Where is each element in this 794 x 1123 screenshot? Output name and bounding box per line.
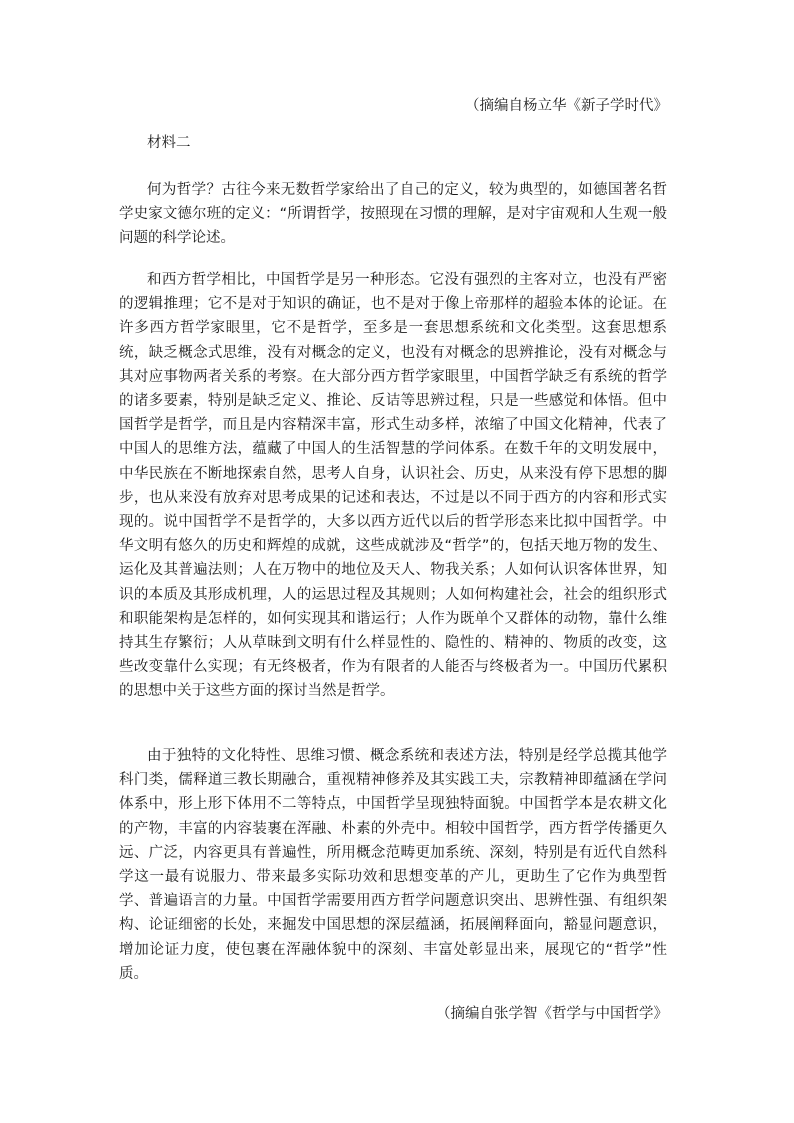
source-citation-bottom: （摘编自张学智《哲学与中国哲学》 (436, 1006, 668, 1022)
source-citation-top: （摘编自杨立华《新子学时代》 (465, 98, 668, 114)
paragraph-2: 和西方哲学相比，中国哲学是另一种形态。它没有强烈的主客对立，也没有严密的逻辑推理；它不是对于知识的确证，也不是对于像上帝那样的超验本体的论证。在许多西方哲学家眼里，它不是哲学，至多是一套思想系统和文化类型。这套思想系统，缺乏概念式思维，没有对概念的定义，也没有对概念的思辨推论，没有对概念与其对应事物两者关系的考察。在大部分西方哲学家眼里，中国哲学缺乏有系统的哲学的诸多要素，特别是缺乏定义、推论、反诘等思辨过程，只是一些感觉和体悟。但中国哲学是哲学，而且是内容精深丰富，形式生动多样，浓缩了中国文化精神，代表了中国人的思维方法，蕴藏了中国人的生活智慧的学问体系。在数千年的文明发展中，中华民族在不断地探索自然，思考人自身，认识社会、历史，从来没有停下思想的脚步，也从来没有放弃对思考成果的记述和表达，不过是以不同于西方的内容和形式实现的。说中国哲学不是哲学的，大多以西方近代以后的哲学形态来比拟中国哲学。中华文明有悠久的历史和辉煌的成就，这些成就涉及“哲学”的，包括天地万物的发生、运化及其普遍法则；人在万物中的地位及天人、物我关系；人如何认识客体世界，知识的本质及其形成机理，人的运思过程及其规则；人如何构建社会，社会的组织形式和职能架构是怎样的，如何实现其和谐运行；人作为既单个又群体的动物，靠什么维持其生存繁衍；人从草昧到文明有什么样显性的、隐性的、精神的、物质的改变，这些改变靠什么实现；有无终极者，作为有限者的人能否与终极者为一。中国历代累积的思想中关于这些方面的探讨当然是哲学。 (119, 272, 667, 700)
paragraph-1: 何为哲学？古往今来无数哲学家给出了自己的定义，较为典型的，如德国著名哲学史家文德尔班的定义：“所谓哲学，按照现在习惯的理解，是对宇宙观和人生观一般问题的科学论述。 (119, 182, 667, 247)
paragraph-3: 由于独特的文化特性、思维习惯、概念系统和表述方法，特别是经学总揽其他学科门类，儒释道三教长期融合，重视精神修养及其实践工夫，宗教精神即蕴涵在学问体系中，形上形下体用不二等特点，中国哲学呈现独特面貌。中国哲学本是农耕文化的产物，丰富的内容装裹在浑融、朴素的外壳中。相较中国哲学，西方哲学传播更久远、广泛，内容更具有普遍性，所用概念范畴更加系统、深刻，特别是有近代自然科学这一最有说服力、带来最多实际功效和思想变革的产儿，更助生了它作为典型哲学、普遍语言的力量。中国哲学需要用西方哲学问题意识突出、思辨性强、有组织架构、论证细密的长处，来掘发中国思想的深层蕴涵，拓展阐释面向，豁显问题意识，增加论证力度，使包裹在浑融体貌中的深刻、丰富处彰显出来，展现它的“哲学”性质。 (119, 748, 667, 982)
material-heading: 材料二 (147, 135, 191, 151)
